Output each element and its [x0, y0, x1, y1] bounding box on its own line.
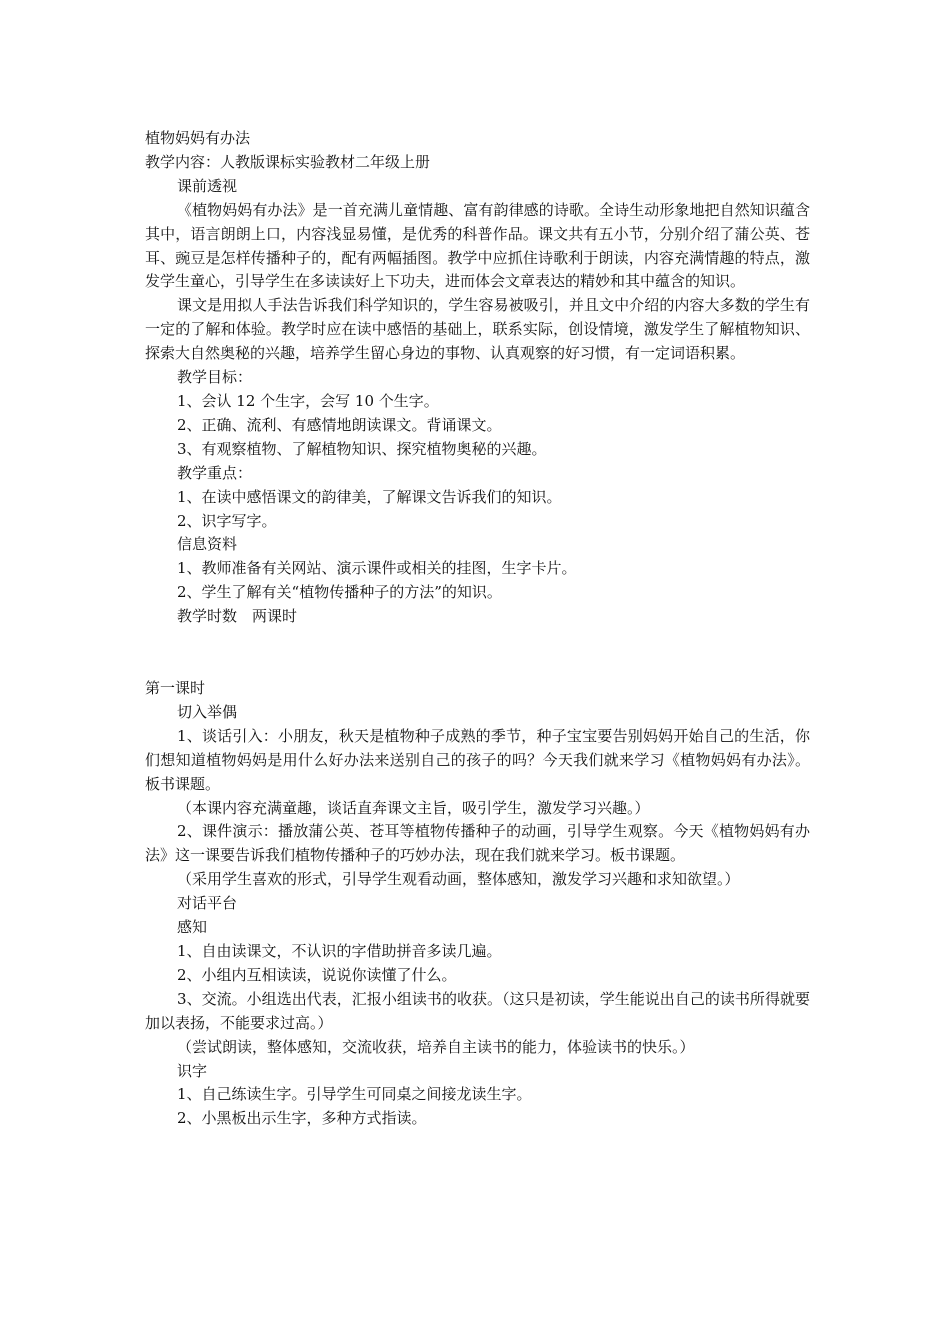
- intro-paragraph-1: 1、谈话引入：小朋友，秋天是植物种子成熟的季节，种子宝宝要告别妈妈开始自己的生活，你们想知道植物妈妈是用什么好办法来送别自己的孩子的吗？今天我们就来学习《植物妈妈有办法》。板书课题。: [145, 726, 810, 793]
- info-heading: 信息资料: [177, 535, 238, 554]
- perceive-step-3: 3、交流。小组选出代表，汇报小组读书的收获。（这只是初读，学生能说出自己的读书所得就要加以表扬，不能要求过高。）: [145, 989, 810, 1032]
- dialog-heading: 对话平台: [177, 894, 238, 913]
- goal-item: 1、会认 12 个生字，会写 10 个生字。: [177, 391, 439, 410]
- perceive-heading: 感知: [177, 918, 208, 937]
- perceive-step-2: 2、小组内互相读读，说说你读懂了什么。: [177, 965, 457, 984]
- doc-title: 植物妈妈有办法: [145, 129, 251, 147]
- literacy-item: 1、自己练读生字。引导学生可同桌之间接龙读生字。: [177, 1085, 532, 1104]
- info-item: 1、教师准备有关网站、演示课件或相关的挂图，生字卡片。: [177, 559, 577, 578]
- document-body: [145, 127, 810, 1131]
- literacy-item: 2、小黑板出示生字，多种方式指读。: [177, 1109, 427, 1128]
- focus-item: 2、识字写字。: [177, 511, 277, 530]
- intro-paragraph-2: 2、课件演示：播放蒲公英、苍耳等植物传播种子的动画，引导学生观察。今天《植物妈妈有办法》这一课要告诉我们植物传播种子的巧妙办法，现在我们就来学习。板书课题。: [145, 822, 810, 865]
- perceive-step-1: 1、自由读课文，不认识的字借助拼音多读几遍。: [177, 942, 502, 960]
- focus-heading: 教学重点：: [177, 463, 253, 482]
- goal-item: 2、正确、流利、有感情地朗读课文。背诵课文。: [177, 415, 502, 434]
- intro-note-2: （采用学生喜欢的形式，引导学生观看动画，整体感知，激发学习兴趣和求知欲望。）: [177, 870, 740, 889]
- preview-paragraph-2: 课文是用拟人手法告诉我们科学知识的，学生容易被吸引，并且文中介绍的内容大多数的学生有一定的了解和体验。教学时应在读中感悟的基础上，联系实际，创设情境，激发学生了解植物知识、探索大自然奥秘的兴趣，培养学生留心身边的事物、认真观察的好习惯，有一定词语积累。: [145, 296, 810, 363]
- intro-heading: 切入举偶: [177, 702, 238, 721]
- preview-paragraph-1: 《植物妈妈有办法》是一首充满儿童情趣、富有韵律感的诗歌。全诗生动形象地把自然知识蕴含其中，语言朗朗上口，内容浅显易懂，是优秀的科普作品。课文共有五小节，分别介绍了蒲公英、苍耳、豌豆是怎样传播种子的，配有两幅插图。教学中应抓住诗歌利于朗读，内容充满情趣的特点，激发学生童心，引导学生在多读读好上下功夫，进而体会文章表达的精妙和其中蕴含的知识。: [145, 200, 810, 291]
- preview-heading: 课前透视: [177, 176, 238, 195]
- info-item: 2、学生了解有关“植物传播种子的方法”的知识。: [177, 583, 502, 602]
- section-spacer: [145, 629, 810, 677]
- focus-item: 1、在读中感悟课文的韵律美，了解课文告诉我们的知识。: [177, 487, 562, 506]
- hours-line: 教学时数 两课时: [177, 607, 298, 626]
- perceive-note: （尝试朗读，整体感知，交流收获，培养自主读书的能力，体验读书的快乐。）: [177, 1037, 695, 1056]
- goals-heading: 教学目标：: [177, 368, 253, 387]
- intro-note-1: （本课内容充满童趣，谈话直奔课文主旨，吸引学生，激发学习兴趣。）: [177, 798, 650, 817]
- literacy-heading: 识字: [177, 1061, 208, 1080]
- goal-item: 3、有观察植物、了解植物知识、探究植物奥秘的兴趣。: [177, 439, 547, 458]
- lesson1-heading: 第一课时: [145, 679, 206, 698]
- content-line: 教学内容：人教版课标实验教材二年级上册: [145, 152, 431, 171]
